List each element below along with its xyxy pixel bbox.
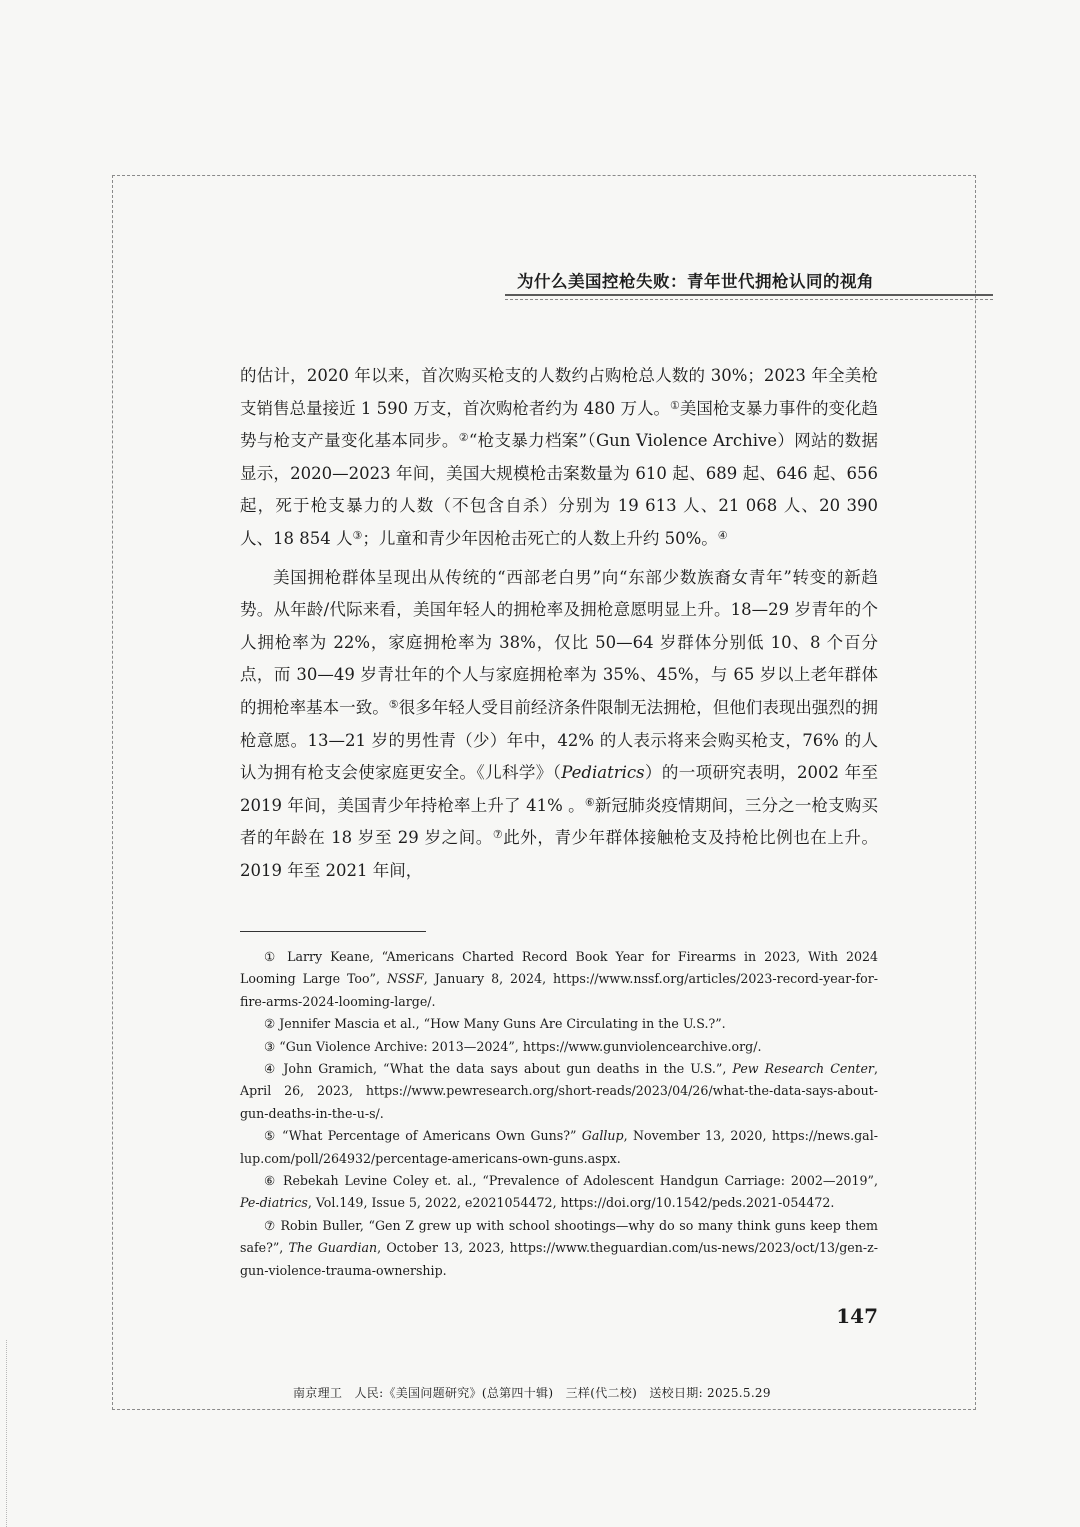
footnote-text: John Gramich, “What the data says about gun deaths in the U.S.”, <box>283 1061 733 1077</box>
scan-edge-mark <box>6 1340 17 1527</box>
footnote-ref[interactable]: ⑤ <box>388 697 399 711</box>
paragraph-1 <box>240 360 878 556</box>
footnote-ref[interactable]: ③ <box>352 528 363 542</box>
paragraph-2 <box>240 562 878 888</box>
text-run: 美国枪支暴力事件的变化趋势与枪支产量变化基本同步。 <box>240 398 878 451</box>
footnote-number: ② <box>263 1016 276 1032</box>
text-run: 很多年轻人受目前经济条件限制无法拥枪，但他们表现出强烈的拥枪意愿。13—21 岁的男性青（少）年中，42% 的人表示将来会购买枪支，76% 的人认为拥有枪支会使家庭更安全。《儿科学》（ <box>240 697 879 783</box>
proof-slug: 南京理工 人民:《美国问题研究》(总第四十辑) 三样(代二校) 送校日期: 2025.5.29 <box>293 1386 771 1400</box>
text-run: 此外，青少年群体接触枪支及持枪比例也在上升。2019 年至 2021 年间， <box>240 828 878 880</box>
footnote-number: ⑦ <box>263 1217 276 1233</box>
journal-title: Pediatrics <box>561 763 645 783</box>
footnote-4 <box>240 1058 878 1125</box>
footnote-number: ④ <box>263 1061 278 1077</box>
footnote-6 <box>240 1170 878 1215</box>
footnote-number: ⑤ <box>263 1128 277 1144</box>
footnote-text[interactable]: “Gun Violence Archive: 2013—2024”, https://www.gunviolencearchive.org/. <box>279 1038 762 1054</box>
footnote-7 <box>240 1215 878 1282</box>
text-run: 美国拥枪群体呈现出从传统的“西部老白男”向“东部少数族裔女青年”转变的新趋势。从年龄/代际来看，美国年轻人的拥枪率及拥枪意愿明显上升。18—29 岁青年的个人拥枪率为 22%，家庭拥枪率为 38%，仅比 50—64 岁群体分别低 10、8 个百分点，而 30—49 岁青壮年的个人与家庭拥枪率为 35%、45%，与 65 岁以上老年群体的拥枪率基本一致。 <box>240 567 878 717</box>
text-run: 新冠肺炎疫情期间，三分之一枪支购买者的年龄在 18 岁至 29 岁之间。 <box>240 795 878 848</box>
footnote-text: Jennifer Mascia et al., “How Many Guns Are Circulating in the U.S.?”. <box>279 1016 726 1032</box>
footnote-5 <box>240 1125 878 1170</box>
footnote-text: Rebekah Levine Coley et. al., “Prevalence of Adolescent Handgun Carriage: 2002—2019”, <box>282 1173 878 1189</box>
footnote-source: The Guardian <box>288 1240 378 1256</box>
footnote-link[interactable]: , October 13, 2023, https://www.theguardian.com/us-news/2023/oct/13/gen-z-gun-violence-trauma-ownership. <box>240 1240 878 1278</box>
footnotes <box>240 946 878 1282</box>
footnote-link[interactable]: , April 26, 2023, https://www.pewresearch.org/short-reads/2023/04/26/what-the-data-says-about-gun-deaths-in-the-u-s/. <box>240 1061 878 1121</box>
footnote-source: Gallup <box>581 1128 624 1144</box>
footnote-number: ⑥ <box>263 1173 278 1189</box>
footnote-number: ① <box>263 949 280 964</box>
footnote-ref[interactable]: ⑦ <box>492 828 504 842</box>
footnote-text: “What Percentage of Americans Own Guns?” <box>281 1128 582 1144</box>
page-number: 147 <box>836 1304 878 1328</box>
footnote-link[interactable]: , Vol.149, Issue 5, 2022, e2021054472, https://doi.org/10.1542/peds.2021-054472. <box>307 1195 835 1211</box>
footnote-ref[interactable]: ① <box>669 398 680 412</box>
footnote-separator <box>240 931 426 932</box>
footnote-ref[interactable]: ④ <box>717 528 728 542</box>
text-run: ）的一项研究表明，2002 年至 2019 年间，美国青少年持枪率上升了 41% 。 <box>240 763 878 815</box>
footnote-link[interactable]: , November 13, 2020, https://news.gal-lup.com/poll/264932/percentage-americans-own-guns.aspx. <box>240 1128 878 1166</box>
text-run: ；儿童和青少年因枪击死亡的人数上升约 50%。 <box>362 528 718 548</box>
footnote-3 <box>240 1036 878 1058</box>
text-run: 的估计，2020 年以来，首次购买枪支的人数约占购枪总人数的 30%；2023 年全美枪支销售总量接近 1 590 万支，首次购枪者约为 480 万人。 <box>240 366 878 418</box>
footnote-source: NSSF <box>386 971 424 987</box>
footnote-source: Pew Research Center <box>732 1061 874 1077</box>
footnote-text: Robin Buller, “Gen Z grew up with school shootings—why do so many think guns keep them safe?”, <box>240 1217 878 1256</box>
footnote-number: ③ <box>263 1038 276 1054</box>
header-rule <box>505 294 993 300</box>
running-header: 为什么美国控枪失败：青年世代拥枪认同的视角 <box>517 272 874 291</box>
footnote-ref[interactable]: ② <box>458 431 469 445</box>
footnote-2 <box>240 1013 878 1035</box>
body-text <box>240 360 878 888</box>
footnote-link[interactable]: , January 8, 2024, https://www.nssf.org/articles/2023-record-year-for-fire-arms-2024-looming-large/. <box>240 971 878 1009</box>
footnote-1 <box>240 946 878 1013</box>
footnote-ref[interactable]: ⑥ <box>584 795 595 809</box>
footnote-source: Pe-diatrics <box>240 1195 308 1211</box>
footnote-text: Larry Keane, “Americans Charted Record Book Year for Firearms in 2023, With 2024 Looming Large Too”, <box>240 949 878 987</box>
text-run: “枪支暴力档案”（Gun Violence Archive）网站的数据显示，2020—2023 年间，美国大规模枪击案数量为 610 起、689 起、646 起、656 起，死于枪支暴力的人数（不包含自杀）分别为 19 613 人、21 068 人、20 390 人、18 854 人 <box>240 431 878 548</box>
